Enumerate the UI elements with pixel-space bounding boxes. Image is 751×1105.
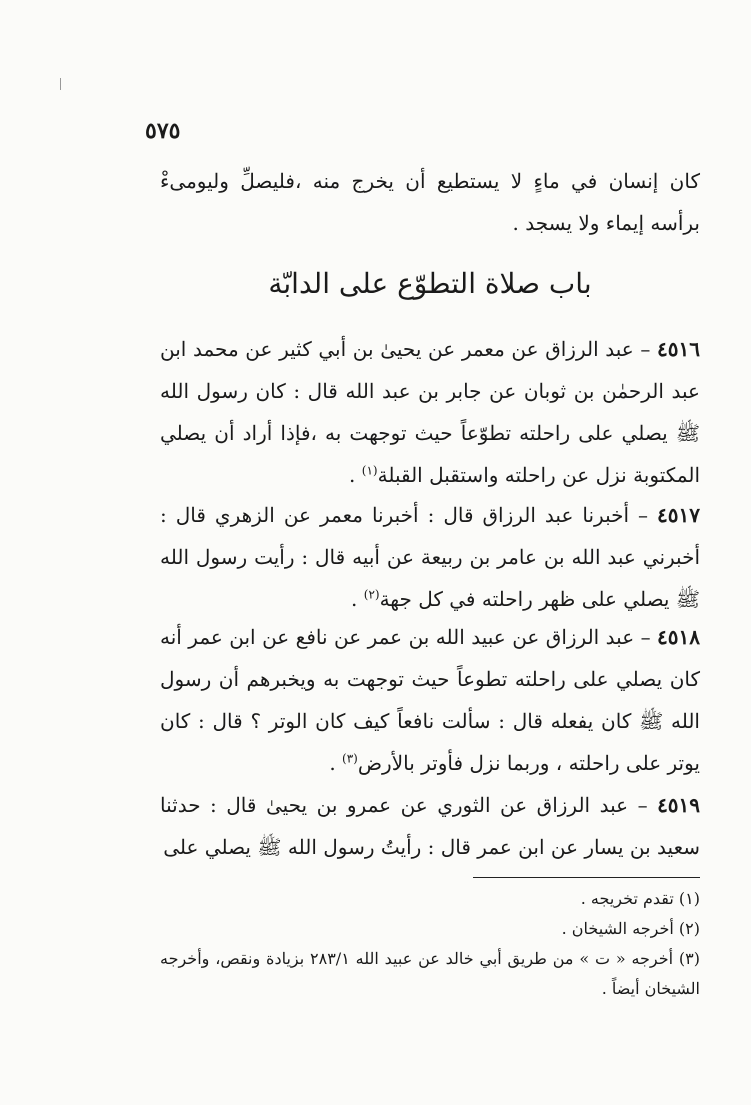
hadith-number: ٤٥١٩ <box>657 793 701 817</box>
hadith-number: ٤٥١٦ <box>657 337 700 361</box>
page-number: ٥٧٥ <box>145 118 181 144</box>
hadith-text: أخبرنا عبد الرزاق قال : أخبرنا معمر عن الزهري قال : أخبرني عبد الله بن عامر بن ربيعة عن أبيه قال : رأيت رسول الله ﷺ يصلي على ظهر راحلته في كل جهة <box>160 503 700 611</box>
footnote-separator <box>473 877 700 878</box>
footnote-ref: (١) <box>361 463 378 478</box>
hadith-4516 <box>160 328 700 496</box>
continuation-paragraph: كان إنسان في ماءٍ لا يستطيع أن يخرج منه ،فليصلِّ وليومىءْ برأسه إيماء ولا يسجد . <box>160 169 700 235</box>
footnote-ref: (٣) <box>342 751 358 766</box>
hadith-end: . <box>329 751 343 775</box>
footnote-1: (١) تقدم تخريجه . <box>580 889 700 908</box>
hadith-text: عبد الرزاق عن عبيد الله بن عمر عن نافع عن ابن عمر أنه كان يصلي على راحلته تطوعاً حيث توجهت به ويخبرهم أن رسول الله ﷺ كان يفعله قال : سألت نافعاً كيف كان الوتر ؟ قال : كان يوتر على راحلته ، وربما نزل فأوتر بالأرض <box>160 625 700 775</box>
hadith-4519 <box>160 784 700 868</box>
hadith-4517 <box>160 494 700 620</box>
footnote-ref: (٢) <box>363 587 380 602</box>
footnote-3: (٣) أخرجه « ت » من طريق أبي خالد عن عبيد الله ٢٨٣/١ بزيادة ونقص، وأخرجه الشيخان أيضاً . <box>160 949 701 998</box>
footnote-2: (٢) أخرجه الشيخان . <box>561 919 700 938</box>
hadith-4518 <box>160 616 700 784</box>
hadith-text: عبد الرزاق عن الثوري عن عمرو بن يحيىٰ قال : حدثنا سعيد بن يسار عن ابن عمر قال : رأيتُ رسول الله ﷺ يصلي على <box>160 793 700 859</box>
hadith-dash: – <box>638 503 649 527</box>
hadith-end: . <box>349 463 362 487</box>
scan-mark <box>60 78 61 90</box>
chapter-title: باب صلاة التطوّع على الدابّة <box>268 267 592 300</box>
footnotes <box>160 884 700 1004</box>
hadith-number: ٤٥١٧ <box>657 503 700 527</box>
hadith-dash: – <box>637 793 648 817</box>
hadith-end: . <box>351 587 364 611</box>
hadith-number: ٤٥١٨ <box>657 625 701 649</box>
hadith-dash: – <box>640 337 651 361</box>
hadith-dash: – <box>640 625 651 649</box>
hadith-text: عبد الرزاق عن معمر عن يحيىٰ بن أبي كثير عن محمد ابن عبد الرحمٰن بن ثوبان عن جابر بن عبد الله قال : كان رسول الله ﷺ يصلي على راحلته تطوّعاً حيث توجهت به ،فإذا أراد أن يصلي المكتوبة نزل عن راحلته واستقبل القبلة <box>160 337 700 487</box>
